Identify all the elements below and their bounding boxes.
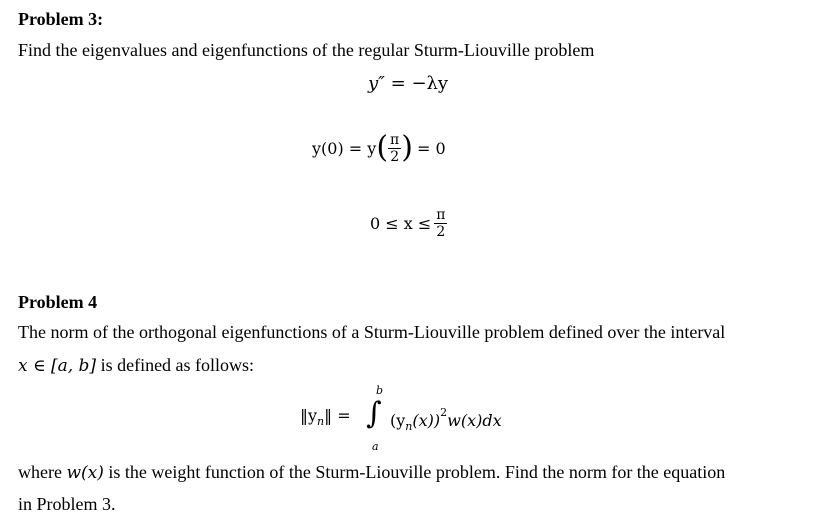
problem-3-heading: Problem 3: (18, 9, 104, 29)
bc-left: y(0) = y (312, 138, 377, 158)
fraction-pi-over-2-domain (434, 208, 447, 239)
integrand-open: (y (390, 411, 406, 430)
problem-4-statement-line-2 (18, 355, 254, 376)
statement-continuation: is the weight function of the Sturm-Liouville problem. Find the norm for the equation (103, 462, 726, 482)
where-label: where (18, 462, 67, 482)
problem-4-statement-line-3 (18, 462, 725, 483)
integrand-subscript: n (405, 420, 413, 433)
fraction-denominator: 2 (436, 223, 446, 240)
open-paren: ( (376, 130, 389, 165)
norm-close: ‖ = (324, 406, 351, 425)
domain-left: 0 ≤ x ≤ (370, 213, 432, 233)
problem-4-heading: Problem 4 (18, 292, 98, 312)
equation-ode (368, 73, 448, 94)
integrand (390, 406, 502, 433)
equation-domain (370, 192, 447, 254)
fraction-numerator: π (436, 206, 446, 223)
problem-3-statement: Find the eigenvalues and eigenfunctions of the regular Sturm-Liouville problem (18, 40, 595, 60)
integrand-argument: (x)) (412, 411, 441, 430)
fraction-numerator: π (390, 131, 400, 148)
norm-open: ‖y (300, 406, 318, 425)
fraction-pi-over-2 (388, 133, 401, 164)
norm-subscript: n (317, 415, 325, 428)
equation-ode-rhs: = −λy (390, 73, 449, 94)
problem-4-statement-line-1: The norm of the orthogonal eigenfunctions of a Sturm-Liouville problem defined over the interval (18, 322, 726, 342)
problem-4-statement-line-4: in Problem 3. (18, 494, 116, 514)
fraction-denominator: 2 (390, 148, 400, 165)
close-paren: ) (401, 130, 413, 165)
integrand-exponent: 2 (440, 406, 448, 419)
equation-boundary-conditions (312, 126, 446, 170)
interval-expression: x ∈ [a, b] (18, 356, 97, 376)
integrand-weight: w(x)dx (447, 411, 502, 430)
integral-sign: ∫ (366, 396, 382, 431)
statement-continuation: is defined as follows: (96, 355, 255, 375)
norm-lhs (300, 406, 351, 428)
integral-upper-limit: b (376, 384, 384, 397)
equation-ode-lhs: y″ (368, 73, 385, 94)
bc-right: = 0 (416, 138, 446, 158)
weight-function: w(x) (66, 463, 104, 483)
integral-lower-limit: a (372, 440, 379, 453)
